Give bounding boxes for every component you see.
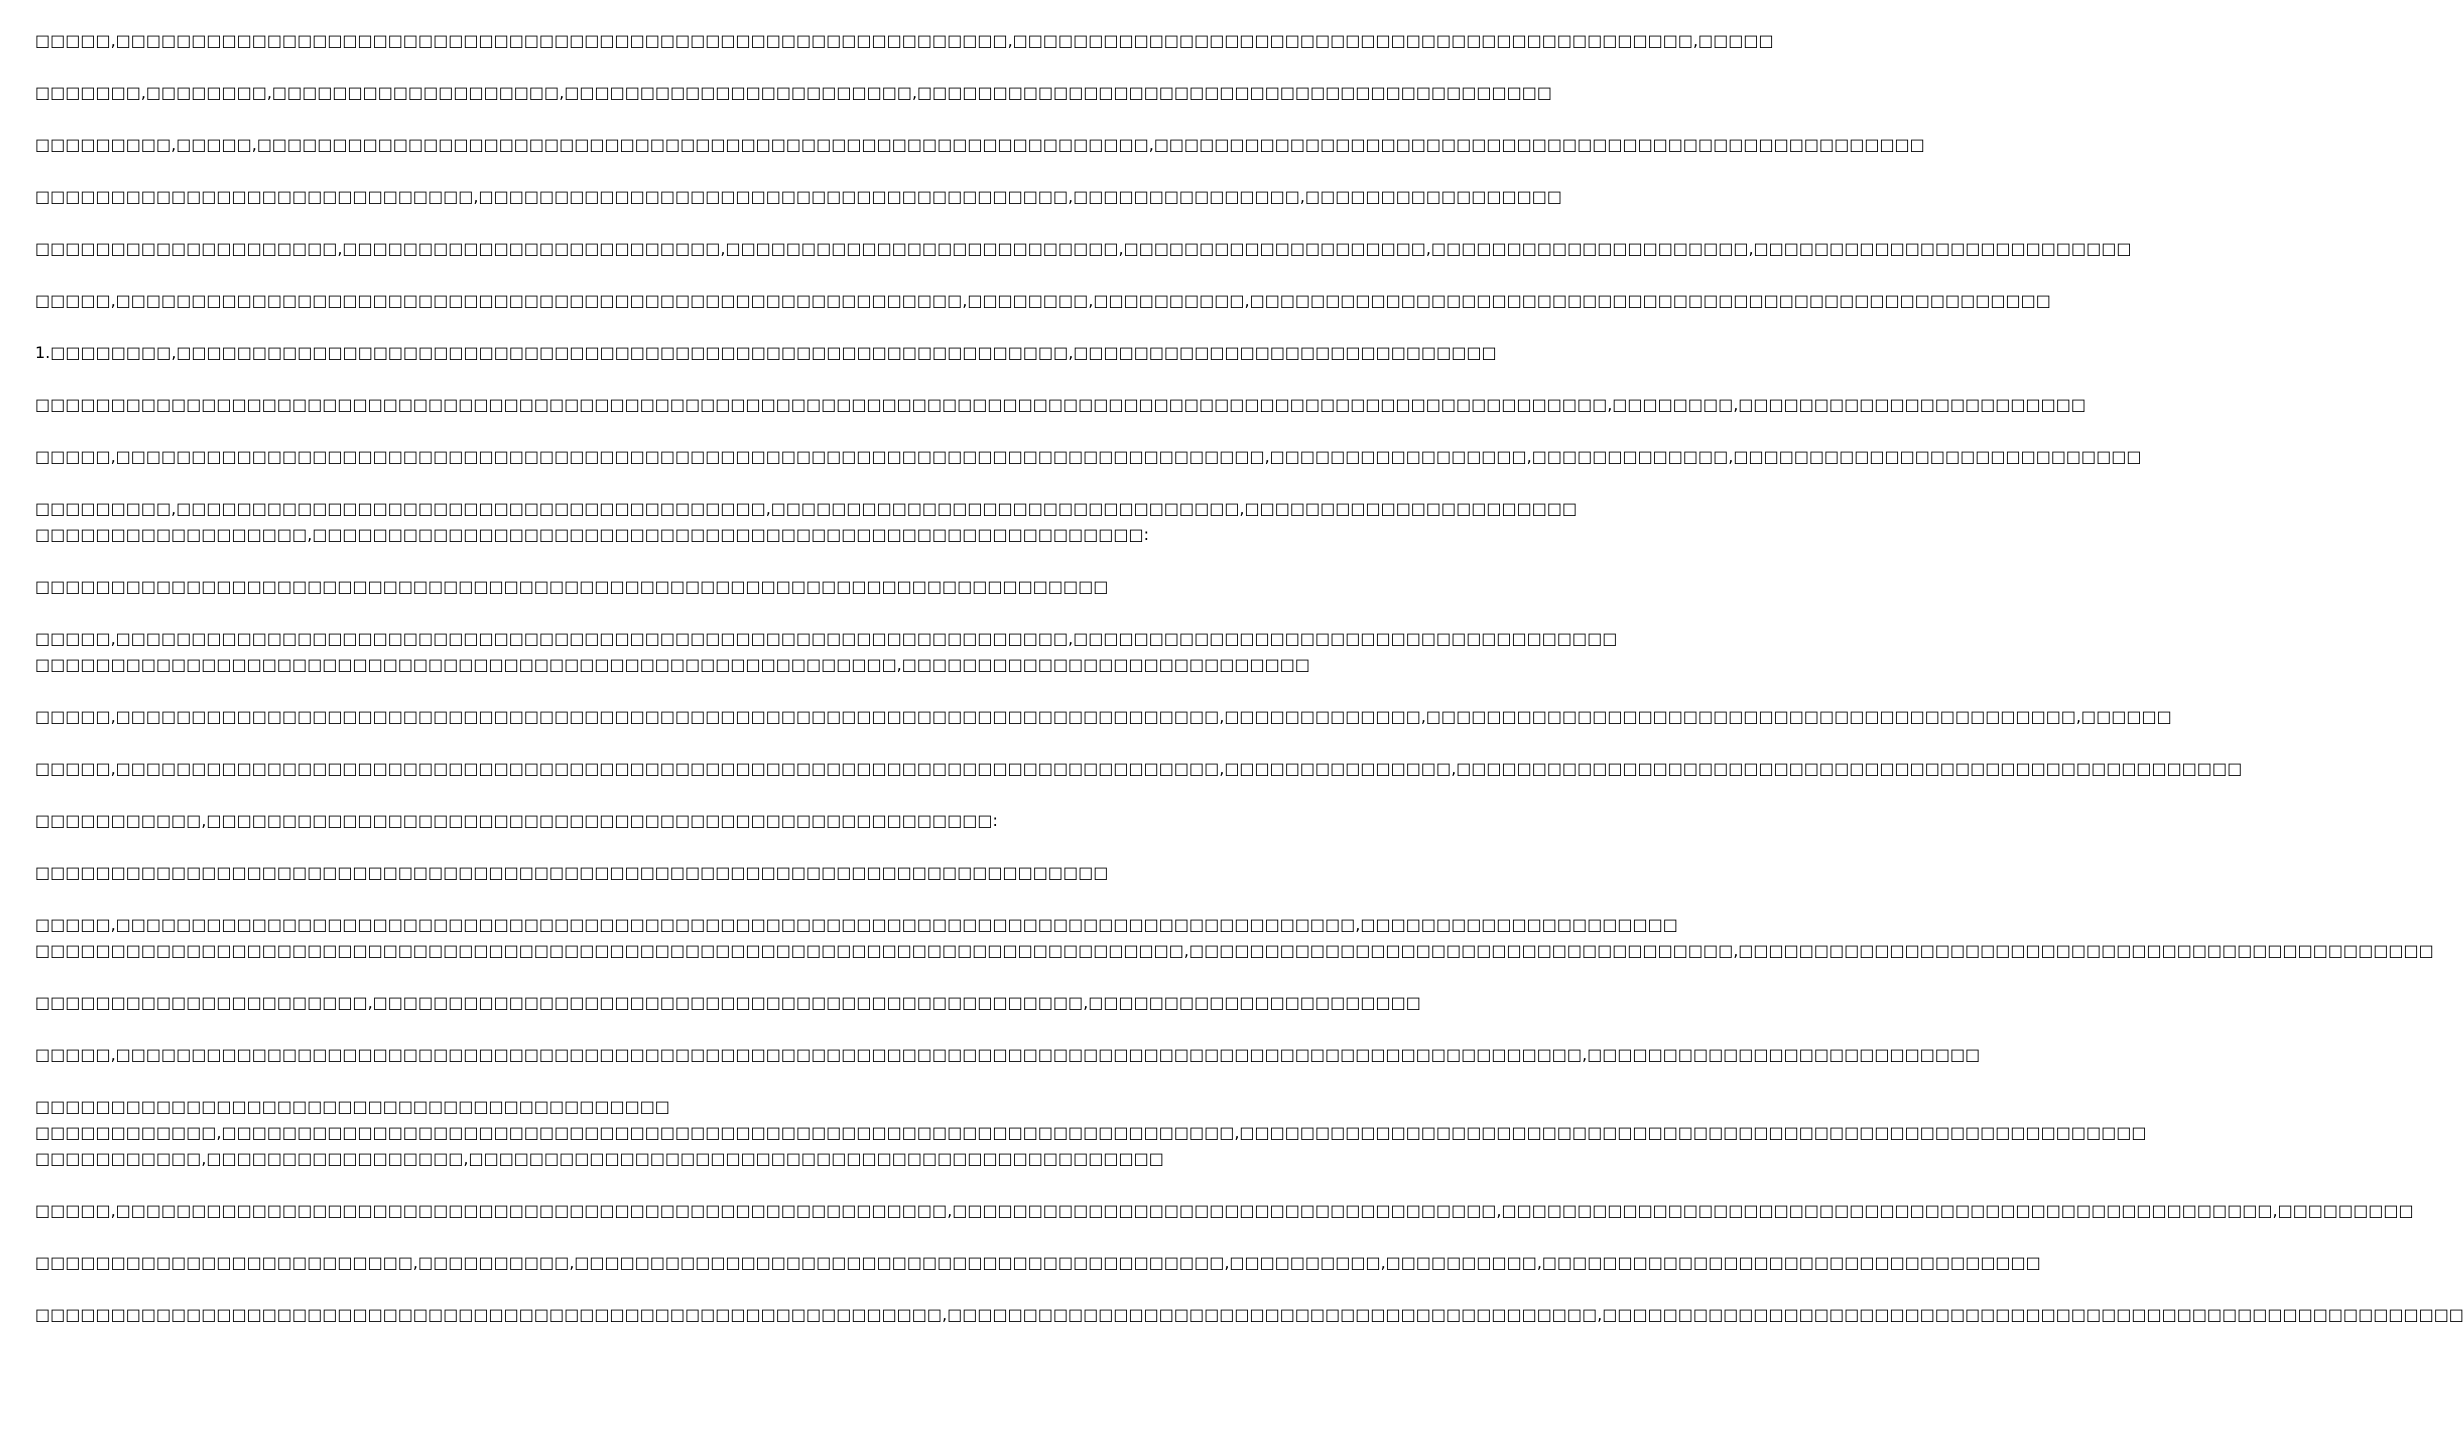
paragraph [35,1198,2414,1224]
paragraph [35,80,1552,106]
paragraph [35,808,998,834]
paragraph [35,626,1618,678]
text-line: □□□□□□□□□□□□□□□□□□□□□□□□□□□□□□□□□□□□□□□□□□□□□□□□□□□□□□□□□□□□,□□□□□□□□□□□□□□□□□□□□□□□□□□□□□□□□□□□□□□□□□□□,□□□□□□□□□□□□□□□□□□□□□□□□□□□□□□□□□□□□□□□□□□□□□□□□□□□□□□□□□ [35,1305,2464,1324]
paragraph [35,990,1421,1016]
paragraph [35,1042,1981,1068]
text-line: □□□□□□□□□□□□□□□□□□□□□□,□□□□□□□□□□□□□□□□□□□□□□□□□□□□□□□□□□□□□□□□□□□□□□□,□□□□□□□□□□□□□□□□□□□□□□ [35,993,1421,1012]
text-line: □□□□□□□□□□□□□□□□□□□□□□□□□,□□□□□□□□□□,□□□□□□□□□□□□□□□□□□□□□□□□□□□□□□□□□□□□□□□□□□□,□□□□□□□□□□,□□□□□□□□□□,□□□□□□□□□□□□□□□□□□□□□□□□□□□□□□□□□ [35,1253,2041,1272]
text-line: □□□□□□□□□□□□□□□□□□□□□□□□□□□□□□□□□□□□□□□□□□□□□□□□□□□□□□□□□□□□□□□□□□□□□□□□□□□□,□□□□□□□□□□□□□□□□□□□□□□□□□□□□□□□□□□□□,□□□□□□□□□□□□□□□□□□□□□□□□□□□□□□□□□□□□□□□□□□□□□□ [35,941,2434,960]
paragraph [35,704,2172,730]
document-body [35,28,2464,1354]
paragraph [35,288,2051,314]
text-line: □□□□□,□□□□□□□□□□□□□□□□□□□□□□□□□□□□□□□□□□□□□□□□□□□□□□□□□□□□□□□□□□□□□□□□□□□□□□□□□□□□,□□□□□□□□□□□□□□□□□,□□□□□□□□□□□□□,□□□□□□□□□□□□□□□□□□□□□□□□□□□ [35,447,2142,466]
paragraph [35,912,2434,964]
text-line: □□□□□,□□□□□□□□□□□□□□□□□□□□□□□□□□□□□□□□□□□□□□□□□□□□□□□□□□□□□□□□□□□,□□□□□□□□□□□□□□□□□□□□□□□□□□□□□□□□□□□□□□□□□□□□□,□□□□□ [35,31,1774,50]
text-line: □□□□□□□□□,□□□□□,□□□□□□□□□□□□□□□□□□□□□□□□□□□□□□□□□□□□□□□□□□□□□□□□□□□□□□□□□□□,□□□□□□□□□□□□□□□□□□□□□□□□□□□□□□□□□□□□□□□□□□□□□□□□□□□ [35,135,1925,154]
paragraph [35,28,1774,54]
paragraph [35,184,1562,210]
text-line: 1.□□□□□□□□,□□□□□□□□□□□□□□□□□□□□□□□□□□□□□□□□□□□□□□□□□□□□□□□□□□□□□□□□□□□,□□□□□□□□□□□□□□□□□□□□□□□□□□□□ [35,343,1497,362]
paragraph [35,340,1497,366]
text-line: □□□□□□□□□□□□,□□□□□□□□□□□□□□□□□□□□□□□□□□□□□□□□□□□□□□□□□□□□□□□□□□□□□□□□□□□□□□□□□□□,□□□□□□□□□□□□□□□□□□□□□□□□□□□□□□□□□□□□□□□□□□□□□□□□□□□□□□□□□□□□ [35,1123,2147,1142]
text-line: □□□□□□□□□□□□□□□□□□□□,□□□□□□□□□□□□□□□□□□□□□□□□□,□□□□□□□□□□□□□□□□□□□□□□□□□□,□□□□□□□□□□□□□□□□□□□□,□□□□□□□□□□□□□□□□□□□□□,□□□□□□□□□□□□□□□□□□□□□□□□□ [35,239,2132,258]
paragraph [35,132,1925,158]
paragraph [35,574,1109,600]
text-line: □□□□□□□,□□□□□□□□,□□□□□□□□□□□□□□□□□□□,□□□□□□□□□□□□□□□□□□□□□□□,□□□□□□□□□□□□□□□□□□□□□□□□□□□□□□□□□□□□□□□□□□ [35,83,1552,102]
paragraph [35,392,2086,418]
paragraph [35,756,2243,782]
text-line: □□□□□,□□□□□□□□□□□□□□□□□□□□□□□□□□□□□□□□□□□□□□□□□□□□□□□□□□□□□□□□□□□□□□□,□□□□□□□□□□□□□□□□□□□□□□□□□□□□□□□□□□□□ [35,629,1618,648]
text-line: □□□□□□□□□□□□□□□□□□□□□□□□□□□□□□□□□□□□□□□□□□□□□□□□□□□□□□□□□□□□□□□□□□□□□□□ [35,863,1109,882]
text-line: □□□□□□□□□□□,□□□□□□□□□□□□□□□□□,□□□□□□□□□□□□□□□□□□□□□□□□□□□□□□□□□□□□□□□□□□□□□□ [35,1149,1164,1168]
text-line: □□□□□□□□□□□□□□□□□□□□□□□□□□□□□□□□□□□□□□□□□□ [35,1097,670,1116]
paragraph [35,860,1109,886]
paragraph [35,1250,2041,1276]
text-line: □□□□□□□□□□□□□□□□□□,□□□□□□□□□□□□□□□□□□□□□□□□□□□□□□□□□□□□□□□□□□□□□□□□□□□□□□□: [35,525,1150,544]
text-line: □□□□□□□□□,□□□□□□□□□□□□□□□□□□□□□□□□□□□□□□□□□□□□□□□,□□□□□□□□□□□□□□□□□□□□□□□□□□□□□□□,□□□□□□□□□□□□□□□□□□□□□□ [35,499,1578,518]
text-line: □□□□□□□□□□□□□□□□□□□□□□□□□□□□□,□□□□□□□□□□□□□□□□□□□□□□□□□□□□□□□□□□□□□□□,□□□□□□□□□□□□□□□,□□□□□□□□□□□□□□□□□ [35,187,1562,206]
paragraph [35,236,2132,262]
text-line: □□□□□□□□□□□□□□□□□□□□□□□□□□□□□□□□□□□□□□□□□□□□□□□□□□□□□□□□□□□□□□□□□□□□□□□ [35,577,1109,596]
text-line: □□□□□,□□□□□□□□□□□□□□□□□□□□□□□□□□□□□□□□□□□□□□□□□□□□□□□□□□□□□□□□□□□□□□□□□□□□□□□□□□□□□□□□□□□□□□□□□□□□□□□□□,□□□□□□□□□□□□□□□□□□□□□□□□□□ [35,1045,1981,1064]
paragraph [35,1094,2147,1172]
text-line: □□□□□,□□□□□□□□□□□□□□□□□□□□□□□□□□□□□□□□□□□□□□□□□□□□□□□□□□□□□□□,□□□□□□□□□□□□□□□□□□□□□□□□□□□□□□□□□□□□,□□□□□□□□□□□□□□□□□□□□□□□□□□□□□□□□□□□□□□□□□□□□□□□□□□□,□□□□□□□□□ [35,1201,2414,1220]
text-line: □□□□□□□□□□□□□□□□□□□□□□□□□□□□□□□□□□□□□□□□□□□□□□□□□□□□□□□□□,□□□□□□□□□□□□□□□□□□□□□□□□□□□ [35,655,1310,674]
paragraph [35,1302,2464,1328]
paragraph [35,496,1578,548]
text-line: □□□□□,□□□□□□□□□□□□□□□□□□□□□□□□□□□□□□□□□□□□□□□□□□□□□□□□□□□□□□□□,□□□□□□□□,□□□□□□□□□□,□□□□□□□□□□□□□□□□□□□□□□□□□□□□□□□□□□□□□□□□□□□□□□□□□□□□□ [35,291,2051,310]
text-line: □□□□□□□□□□□□□□□□□□□□□□□□□□□□□□□□□□□□□□□□□□□□□□□□□□□□□□□□□□□□□□□□□□□□□□□□□□□□□□□□□□□□□□□□□□□□□□□□□□□□□□□□,□□□□□□□□,□□□□□□□□□□□□□□□□□□□□□□□ [35,395,2086,414]
text-line: □□□□□□□□□□□,□□□□□□□□□□□□□□□□□□□□□□□□□□□□□□□□□□□□□□□□□□□□□□□□□□□□: [35,811,998,830]
text-line: □□□□□,□□□□□□□□□□□□□□□□□□□□□□□□□□□□□□□□□□□□□□□□□□□□□□□□□□□□□□□□□□□□□□□□□□□□□□□□□,□□□□□□□□□□□□□,□□□□□□□□□□□□□□□□□□□□□□□□□□□□□□□□□□□□□□□□□□□,□□□□□□ [35,707,2172,726]
text-line: □□□□□,□□□□□□□□□□□□□□□□□□□□□□□□□□□□□□□□□□□□□□□□□□□□□□□□□□□□□□□□□□□□□□□□□□□□□□□□□□□□□□□□□□,□□□□□□□□□□□□□□□□□□□□□ [35,915,1678,934]
text-line: □□□□□,□□□□□□□□□□□□□□□□□□□□□□□□□□□□□□□□□□□□□□□□□□□□□□□□□□□□□□□□□□□□□□□□□□□□□□□□□,□□□□□□□□□□□□□□□,□□□□□□□□□□□□□□□□□□□□□□□□□□□□□□□□□□□□□□□□□□□□□□□□□□□□ [35,759,2243,778]
paragraph [35,444,2142,470]
